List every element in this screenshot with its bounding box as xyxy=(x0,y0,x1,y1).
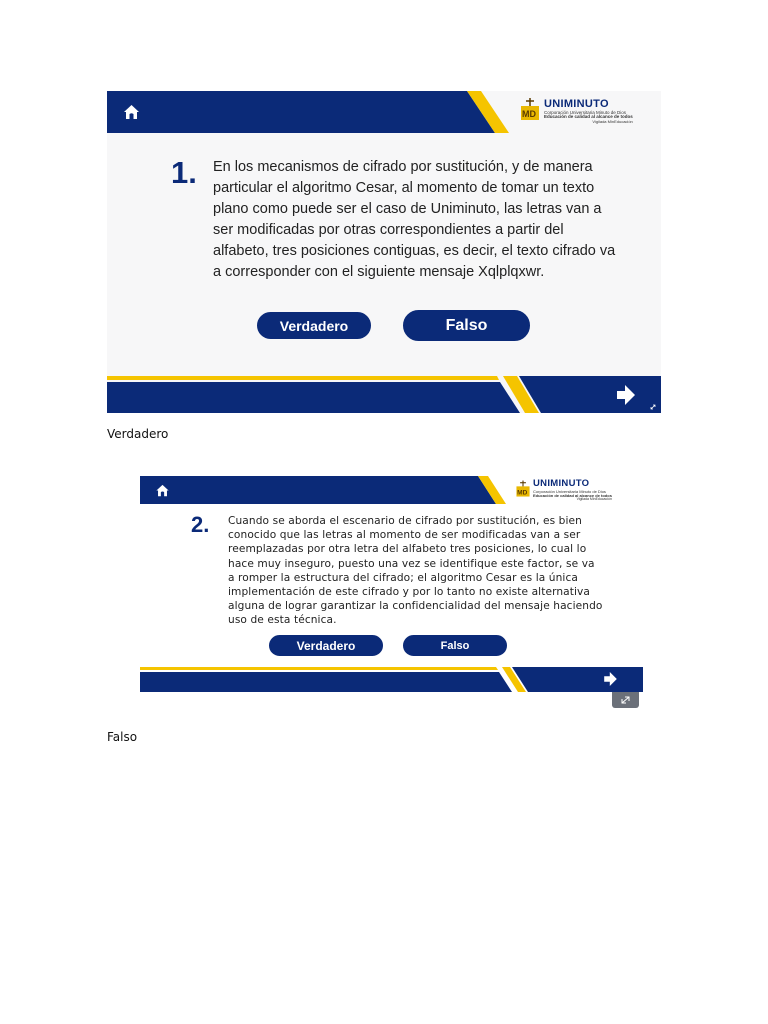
home-icon[interactable] xyxy=(123,104,140,120)
question-number: 1. xyxy=(171,155,197,190)
expand-icon[interactable] xyxy=(648,399,658,409)
logo-line-3: Vigilada MinEducación xyxy=(576,496,612,501)
svg-text:MD: MD xyxy=(522,109,536,119)
logo-name: UNIMINUTO xyxy=(544,97,609,110)
question-number: 2. xyxy=(191,512,210,537)
uniminuto-logo-icon xyxy=(519,96,541,126)
logo-line-1: Corporación Universitaria Minuto de Dios xyxy=(544,109,627,115)
expand-icon[interactable] xyxy=(612,692,639,708)
arrow-right-icon[interactable] xyxy=(617,385,635,405)
question-slide-2 xyxy=(140,476,643,692)
false-button[interactable]: Falso xyxy=(403,635,507,656)
question-text: En los mecanismos de cifrado por sustitución, y de manera particular el algoritmo Cesar, al momento de tomar un texto plano como puede ser el caso de Uniminuto, las letras van a ser modificadas por otras correspondientes a partir del alfabeto, tres posiciones contiguas, es decir, el texto cifrado va a corresponder con el siguiente mensaje Xqlplqxwr. xyxy=(213,159,616,280)
arrow-right-icon[interactable] xyxy=(602,672,619,686)
home-icon[interactable] xyxy=(155,484,170,497)
true-button[interactable]: Verdadero xyxy=(257,312,371,339)
logo-line-2: Educación de calidad al alcance de todos xyxy=(533,492,612,498)
logo-text-block xyxy=(544,99,633,124)
answer-2: Falso xyxy=(107,730,138,744)
svg-text:MD: MD xyxy=(517,489,528,497)
uniminuto-logo-icon xyxy=(515,479,531,501)
logo-line-3: Vigilada MinEducación xyxy=(592,118,633,124)
question-text: Cuando se aborda el escenario de cifrado por sustitución, es bien conocido que las letras al momento de ser modificadas van a ser reemplazadas por otra letra del alfabeto tres posiciones, lo cual lo hace muy inseguro, puesto una vez se identifique este factor, se va a romper la estructura del cifrado; el algoritmo Cesar es la única implementación de este cifrado y por lo tanto no existe alternativa alguna de lograr garantizar la confidencialidad del mensaje haciendo uso de esta técnica. xyxy=(228,515,603,627)
question-slide-1 xyxy=(107,91,661,413)
uniminuto-logo xyxy=(515,479,612,501)
bottom-bar xyxy=(140,667,643,692)
bottom-bar xyxy=(107,376,661,413)
false-button[interactable]: Falso xyxy=(403,310,530,341)
true-button[interactable]: Verdadero xyxy=(269,635,383,656)
logo-line-2: Educación de calidad al alcance de todos xyxy=(544,114,633,119)
answer-1: Verdadero xyxy=(107,427,169,441)
logo-text-block xyxy=(533,479,612,501)
uniminuto-logo xyxy=(519,96,633,126)
logo-line-1: Corporación Universitaria Minuto de Dios xyxy=(533,488,606,494)
logo-name: UNIMINUTO xyxy=(533,478,590,489)
